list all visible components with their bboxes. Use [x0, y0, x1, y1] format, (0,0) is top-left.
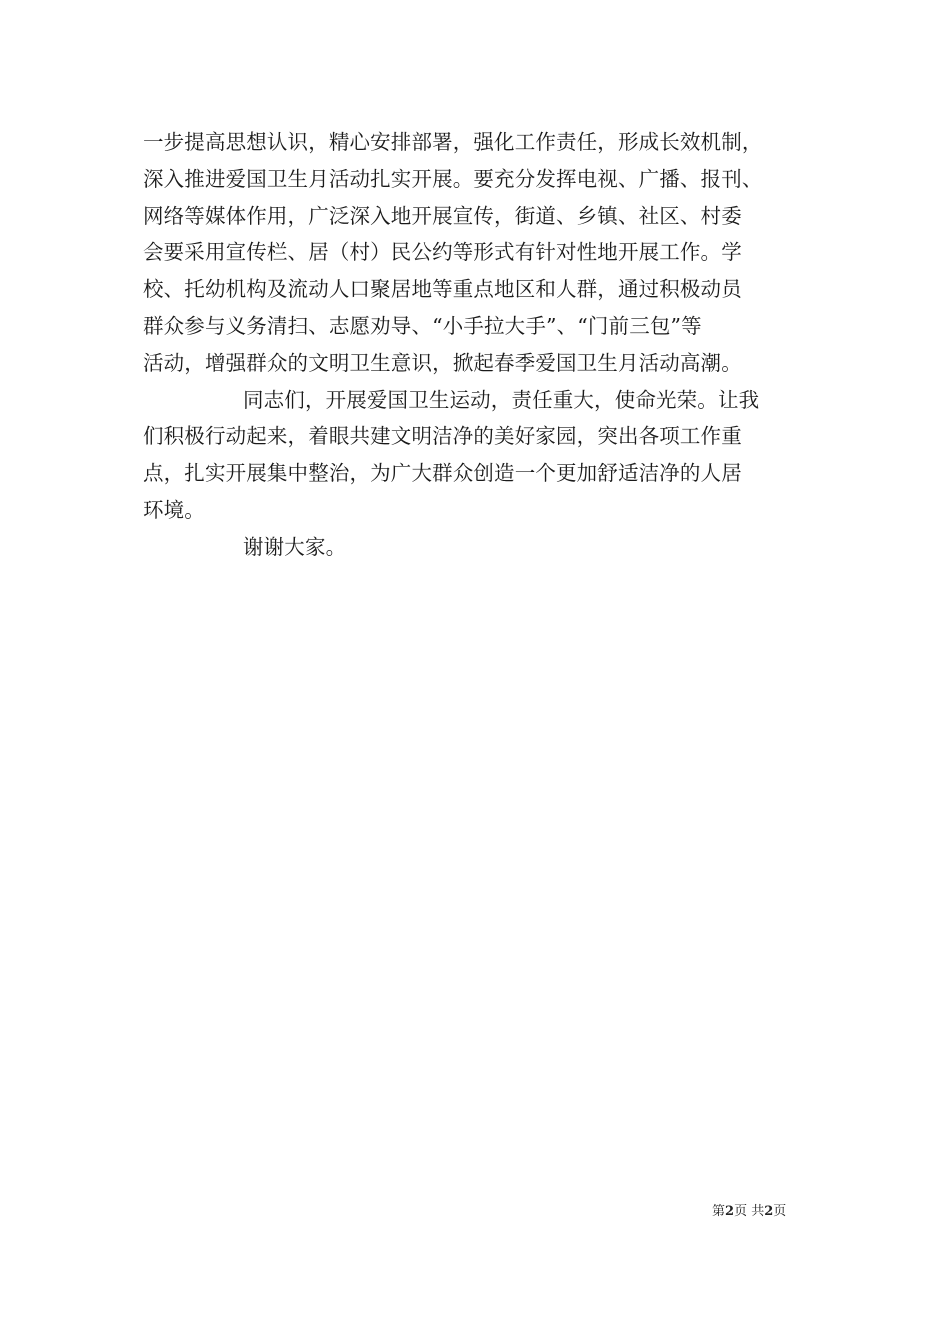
body-text-line: 们积极行动起来，着眼共建文明洁净的美好家园，突出各项工作重 [143, 424, 742, 449]
paragraph-start-line: 同志们，开展爱国卫生运动，责任重大，使命光荣。让我 [243, 387, 760, 412]
body-text-line: 环境。 [143, 497, 205, 522]
body-text-line: 校、托幼机构及流动人口聚居地等重点地区和人群，通过积极动员 [143, 277, 742, 302]
page-total: 2 [764, 1204, 774, 1219]
body-text-line: 网络等媒体作用，广泛深入地开展宣传，街道、乡镇、社区、村委 [143, 203, 742, 228]
closing-line: 谢谢大家。 [243, 534, 347, 559]
body-text-line: 活动，增强群众的文明卫生意识，掀起春季爱国卫生月活动高潮。 [143, 350, 742, 375]
body-text-line: 点，扎实开展集中整治，为广大群众创造一个更加舒适洁净的人居 [143, 461, 742, 486]
body-text-line: 深入推进爱国卫生月活动扎实开展。要充分发挥电视、广播、报刊、 [143, 166, 763, 191]
page-middle: 页 共 [734, 1204, 765, 1219]
body-text-line: 群众参与义务清扫、志愿劝导、“小手拉大手”、“门前三包”等 [143, 313, 702, 338]
page-current: 2 [725, 1204, 735, 1219]
document-body [143, 124, 823, 566]
page-number-footer [712, 1202, 786, 1222]
body-text-line: 会要采用宣传栏、居（村）民公约等形式有针对性地开展工作。学 [143, 240, 742, 265]
body-text-line: 一步提高思想认识，精心安排部署，强化工作责任，形成长效机制， [143, 130, 763, 154]
page-prefix: 第 [712, 1204, 726, 1219]
page-suffix: 页 [773, 1204, 787, 1219]
